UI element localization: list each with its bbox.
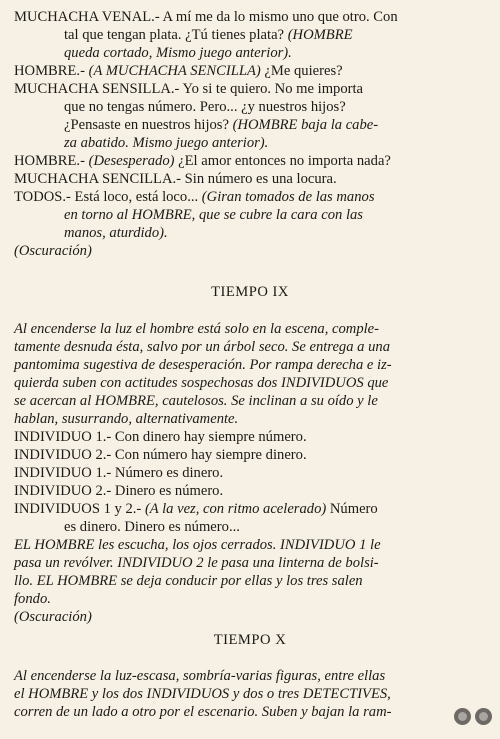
text-line: [14, 224, 488, 242]
text-line: [14, 242, 488, 260]
text-run: (Oscuración): [14, 243, 92, 259]
text-run: Al encenderse la luz-escasa, sombría-varias figuras, entre ellas: [14, 668, 386, 684]
scene-ix-text: [14, 320, 488, 626]
text-line: [14, 26, 488, 44]
text-line: [14, 428, 488, 446]
text-line: [14, 554, 488, 572]
text-line: [14, 464, 488, 482]
text-line: [14, 116, 488, 134]
text-run: quierda suben con actitudes sospechosas dos INDIVIDUOS que: [14, 375, 389, 391]
text-run: llo. EL HOMBRE se deja conducir por ellas y los tres salen: [14, 573, 363, 589]
scene-heading-tiempo-x: TIEMPO X: [213, 632, 287, 648]
dialogue-section-1: [14, 8, 488, 260]
text-run: queda cortado, Mismo juego anterior).: [64, 45, 292, 61]
text-run: el HOMBRE y los dos INDIVIDUOS y dos o tres DETECTIVES,: [14, 686, 391, 702]
text-run: fondo.: [14, 591, 51, 607]
text-line: [14, 188, 488, 206]
text-line: [14, 518, 488, 536]
text-line: [14, 320, 488, 338]
text-run: TODOS.- Está loco, está loco...: [14, 189, 202, 205]
text-run: en torno al HOMBRE, que se cubre la cara con las: [64, 207, 363, 223]
text-run: pantomima sugestiva de desesperación. Por rampa derecha e iz-: [14, 357, 392, 373]
text-line: [14, 170, 488, 188]
text-line: [14, 152, 488, 170]
text-run: que no tengas número. Pero... ¿y nuestros hijos?: [64, 99, 346, 115]
text-run: corren de un lado a otro por el escenario. Suben y bajan la ram-: [14, 704, 392, 720]
text-line: [14, 44, 488, 62]
text-run: (Oscuración): [14, 609, 92, 625]
text-line: [14, 667, 488, 685]
scene-x-text: [14, 667, 488, 721]
text-run: INDIVIDUO 2.- Dinero es número.: [14, 483, 224, 499]
text-line: [14, 500, 488, 518]
text-run: (Giran tomados de las manos: [201, 189, 375, 205]
text-run: INDIVIDUOS 1 y 2.-: [14, 501, 145, 517]
text-run: Número: [326, 501, 378, 517]
text-run: hablan, susurrando, alternativamente.: [14, 411, 239, 427]
text-run: tal que tengan plata. ¿Tú tienes plata?: [64, 27, 288, 43]
text-line: [14, 536, 488, 554]
text-run: manos, aturdido).: [64, 225, 168, 241]
text-line: [14, 98, 488, 116]
text-run: ¿El amor entonces no importa nada?: [174, 153, 391, 169]
text-run: MUCHACHA VENAL.- A mí me da lo mismo uno que otro. Con: [14, 9, 398, 25]
text-run: MUCHACHA SENCILLA.- Sin número es una locura.: [14, 171, 337, 187]
scene-heading-tiempo-ix: TIEMPO IX: [211, 284, 289, 300]
text-run: HOMBRE.-: [14, 63, 89, 79]
text-run: ¿Me quieres?: [260, 63, 343, 79]
text-run: (HOMBRE baja la cabe-: [232, 117, 379, 133]
text-run: za abatido. Mismo juego anterior).: [64, 135, 269, 151]
text-run: (HOMBRE: [287, 27, 353, 43]
text-line: [14, 374, 488, 392]
text-line: [14, 356, 488, 374]
text-line: [14, 572, 488, 590]
text-run: pasa un revólver. INDIVIDUO 2 le pasa una linterna de bolsi-: [14, 555, 379, 571]
camera-lens-icon: [475, 708, 492, 725]
watermark: [454, 708, 492, 725]
text-run: EL HOMBRE les escucha, los ojos cerrados. INDIVIDUO 1 le: [14, 537, 381, 553]
text-run: MUCHACHA SENSILLA.- Yo si te quiero. No me importa: [14, 81, 364, 97]
text-line: [14, 685, 488, 703]
text-line: [14, 134, 488, 152]
text-run: INDIVIDUO 1.- Número es dinero.: [14, 465, 224, 481]
text-run: tamente desnuda ésta, salvo por un árbol seco. Se entrega a una: [14, 339, 391, 355]
text-run: HOMBRE.-: [14, 153, 89, 169]
text-line: [14, 608, 488, 626]
text-line: [14, 338, 488, 356]
text-line: [14, 8, 488, 26]
text-run: ¿Pensaste en nuestros hijos?: [64, 117, 233, 133]
text-line: [14, 392, 488, 410]
text-line: [14, 80, 488, 98]
text-run: INDIVIDUO 2.- Con número hay siempre dinero.: [14, 447, 307, 463]
camera-lens-icon: [454, 708, 471, 725]
text-run: (A la vez, con ritmo acelerado): [144, 501, 327, 517]
text-line: [14, 482, 488, 500]
text-run: Al encenderse la luz el hombre está solo en la escena, comple-: [14, 321, 380, 337]
text-run: se acercan al HOMBRE, cautelosos. Se inclinan a su oído y le: [14, 393, 378, 409]
text-run: es dinero. Dinero es número...: [64, 519, 240, 535]
text-run: INDIVIDUO 1.- Con dinero hay siempre número.: [14, 429, 307, 445]
text-line: [14, 410, 488, 428]
text-line: [14, 446, 488, 464]
text-run: (Desesperado): [88, 153, 175, 169]
text-line: [14, 703, 488, 721]
text-line: [14, 206, 488, 224]
text-line: [14, 590, 488, 608]
text-line: [14, 62, 488, 80]
text-run: (A MUCHACHA SENCILLA): [88, 63, 261, 79]
